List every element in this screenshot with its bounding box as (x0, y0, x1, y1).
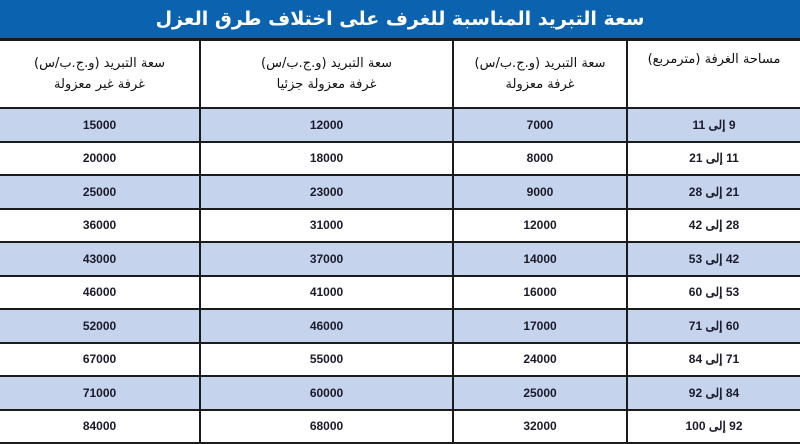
cell-uninsulated: 52000 (0, 309, 200, 343)
table-row (0, 142, 800, 176)
header-area (627, 41, 800, 108)
cell-uninsulated: 71000 (0, 376, 200, 410)
cell-uninsulated: 20000 (0, 142, 200, 176)
header-area-label: مساحة الغرفة (مترمربع) (647, 52, 781, 67)
cell-partial: 18000 (200, 142, 453, 176)
header-insulated-line2: غرفة معزولة (505, 77, 575, 92)
header-uninsulated-line2: غرفة غير معزولة (54, 77, 145, 92)
cell-partial: 55000 (200, 343, 453, 377)
header-partial-line1: سعة التبريد (و.ج.ب/س) (261, 56, 392, 71)
cell-insulated: 14000 (453, 242, 627, 276)
cell-insulated: 16000 (453, 276, 627, 310)
cell-area: 21 إلى 28 (627, 175, 800, 209)
cell-area: 53 إلى 60 (627, 276, 800, 310)
header-partial (200, 41, 453, 108)
cell-partial: 60000 (200, 376, 453, 410)
table-title: سعة التبريد المناسبة للغرف على اختلاف طرق العزل (0, 0, 800, 41)
cell-insulated: 12000 (453, 209, 627, 243)
cooling-capacity-table (0, 41, 800, 444)
cell-uninsulated: 84000 (0, 410, 200, 444)
header-row (0, 41, 800, 108)
table-row (0, 309, 800, 343)
cell-insulated: 24000 (453, 343, 627, 377)
table-row (0, 209, 800, 243)
cell-insulated: 9000 (453, 175, 627, 209)
cell-uninsulated: 46000 (0, 276, 200, 310)
cell-uninsulated: 36000 (0, 209, 200, 243)
cell-partial: 68000 (200, 410, 453, 444)
cell-partial: 23000 (200, 175, 453, 209)
cell-uninsulated: 67000 (0, 343, 200, 377)
table-row (0, 343, 800, 377)
cell-area: 11 إلى 21 (627, 142, 800, 176)
cell-area: 42 إلى 53 (627, 242, 800, 276)
cell-partial: 12000 (200, 108, 453, 142)
cell-insulated: 32000 (453, 410, 627, 444)
table-row (0, 376, 800, 410)
cell-partial: 41000 (200, 276, 453, 310)
cell-uninsulated: 43000 (0, 242, 200, 276)
header-uninsulated (0, 41, 200, 108)
table-row (0, 108, 800, 142)
cell-partial: 31000 (200, 209, 453, 243)
cell-area: 9 إلى 11 (627, 108, 800, 142)
cell-uninsulated: 25000 (0, 175, 200, 209)
cell-area: 84 إلى 92 (627, 376, 800, 410)
cell-uninsulated: 15000 (0, 108, 200, 142)
cell-partial: 37000 (200, 242, 453, 276)
cell-area: 28 إلى 42 (627, 209, 800, 243)
cell-area: 92 إلى 100 (627, 410, 800, 444)
header-partial-line2: غرفة معزولة جزئيا (276, 77, 377, 92)
table-row (0, 276, 800, 310)
cell-area: 60 إلى 71 (627, 309, 800, 343)
cell-partial: 46000 (200, 309, 453, 343)
cell-area: 71 إلى 84 (627, 343, 800, 377)
cell-insulated: 8000 (453, 142, 627, 176)
header-uninsulated-line1: سعة التبريد (و.ج.ب/س) (34, 56, 165, 71)
header-insulated (453, 41, 627, 108)
cell-insulated: 7000 (453, 108, 627, 142)
header-insulated-line1: سعة التبريد (و.ج.ب/س) (474, 56, 606, 71)
table-row (0, 175, 800, 209)
cell-insulated: 25000 (453, 376, 627, 410)
cell-insulated: 17000 (453, 309, 627, 343)
table-row (0, 242, 800, 276)
